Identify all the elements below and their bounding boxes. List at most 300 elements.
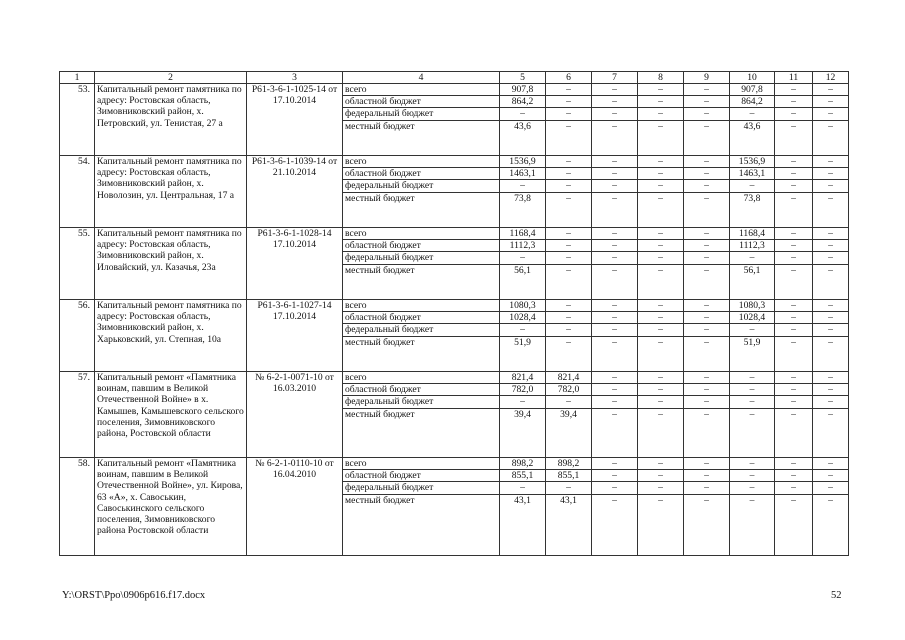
column-header: 3 (247, 72, 343, 84)
filler-cell (500, 420, 546, 458)
funding-source-cell: местный бюджет (343, 494, 500, 506)
value-cell: – (546, 120, 592, 132)
value-cell: – (638, 228, 684, 240)
value-cell: – (813, 96, 849, 108)
column-header: 11 (775, 72, 813, 84)
value-cell: 1028,4 (730, 312, 775, 324)
value-cell: – (684, 494, 730, 506)
value-cell: – (684, 120, 730, 132)
value-cell: 1168,4 (500, 228, 546, 240)
value-cell: 43,1 (546, 494, 592, 506)
value-cell: – (684, 264, 730, 276)
value-cell: – (638, 240, 684, 252)
value-cell: – (592, 384, 638, 396)
funding-source-cell: областной бюджет (343, 384, 500, 396)
value-cell: – (775, 96, 813, 108)
funding-source-cell: всего (343, 156, 500, 168)
value-cell: – (546, 108, 592, 120)
value-cell: 1168,4 (730, 228, 775, 240)
column-header: 1 (60, 72, 95, 84)
value-cell: 821,4 (546, 372, 592, 384)
funding-source-cell: областной бюджет (343, 168, 500, 180)
value-cell: – (775, 372, 813, 384)
value-cell: – (638, 84, 684, 96)
value-cell: – (592, 336, 638, 348)
value-cell: 39,4 (546, 408, 592, 420)
value-cell: 898,2 (500, 458, 546, 470)
filler-cell (813, 204, 849, 228)
column-header: 6 (546, 72, 592, 84)
filler-cell (592, 204, 638, 228)
filler-cell (500, 276, 546, 300)
value-cell: – (592, 312, 638, 324)
value-cell: – (730, 458, 775, 470)
filler-cell (500, 204, 546, 228)
value-cell: 864,2 (500, 96, 546, 108)
value-cell: – (684, 384, 730, 396)
value-cell: – (546, 252, 592, 264)
filler-cell (546, 348, 592, 372)
value-cell: 821,4 (500, 372, 546, 384)
funding-source-cell: всего (343, 84, 500, 96)
value-cell: 898,2 (546, 458, 592, 470)
filler-cell (638, 276, 684, 300)
filler-cell (546, 204, 592, 228)
filler-cell (592, 420, 638, 458)
value-cell: – (813, 458, 849, 470)
footer-file-path: Y:\ORST\Ppo\0906p616.f17.docx (62, 590, 206, 601)
value-cell: 864,2 (730, 96, 775, 108)
value-cell: – (592, 482, 638, 494)
filler-cell (592, 348, 638, 372)
value-cell: – (684, 168, 730, 180)
value-cell: – (813, 300, 849, 312)
value-cell: – (592, 324, 638, 336)
value-cell: – (592, 264, 638, 276)
value-cell: 782,0 (546, 384, 592, 396)
value-cell: – (638, 336, 684, 348)
filler-cell (500, 348, 546, 372)
document-ref-cell: № 6-2-1-0110-10 от 16.04.2010 (247, 458, 343, 556)
filler-cell (730, 506, 775, 556)
funding-source-cell: федеральный бюджет (343, 180, 500, 192)
value-cell: – (592, 408, 638, 420)
value-cell: – (813, 482, 849, 494)
filler-cell (546, 276, 592, 300)
value-cell: – (775, 324, 813, 336)
value-cell: – (500, 396, 546, 408)
value-cell: – (813, 396, 849, 408)
object-name-cell: Капитальный ремонт «Памятника воинам, павшим в Великой Отечественной Войне», ул. Кирова, 63 «А», х. Савоськин, Савоськинского сельского поселения, Зимовниковского района Ростовской области (95, 458, 247, 556)
value-cell: – (592, 156, 638, 168)
filler-cell (500, 506, 546, 556)
column-header: 12 (813, 72, 849, 84)
column-header: 8 (638, 72, 684, 84)
value-cell: – (684, 396, 730, 408)
value-cell: 43,1 (500, 494, 546, 506)
value-cell: – (775, 228, 813, 240)
value-cell: – (684, 192, 730, 204)
funding-source-cell: всего (343, 372, 500, 384)
value-cell: – (775, 252, 813, 264)
value-cell: – (684, 336, 730, 348)
value-cell: – (592, 192, 638, 204)
value-cell: 43,6 (500, 120, 546, 132)
row-number: 58. (60, 458, 95, 556)
value-cell: 56,1 (500, 264, 546, 276)
value-cell: 1536,9 (500, 156, 546, 168)
value-cell: – (813, 120, 849, 132)
value-cell: 1080,3 (500, 300, 546, 312)
value-cell: – (638, 482, 684, 494)
filler-cell (343, 132, 500, 156)
value-cell: 782,0 (500, 384, 546, 396)
value-cell: – (684, 240, 730, 252)
value-cell: – (638, 470, 684, 482)
value-cell: – (500, 252, 546, 264)
filler-cell (638, 204, 684, 228)
value-cell: – (730, 384, 775, 396)
value-cell: 1080,3 (730, 300, 775, 312)
value-cell: – (500, 482, 546, 494)
value-cell: – (546, 312, 592, 324)
value-cell: – (775, 336, 813, 348)
value-cell: 56,1 (730, 264, 775, 276)
table-row (60, 300, 849, 312)
value-cell: – (638, 120, 684, 132)
value-cell: – (592, 84, 638, 96)
value-cell: – (546, 180, 592, 192)
value-cell: – (730, 252, 775, 264)
funding-source-cell: областной бюджет (343, 470, 500, 482)
value-cell: – (638, 156, 684, 168)
filler-cell (592, 506, 638, 556)
filler-cell (684, 348, 730, 372)
value-cell: – (638, 458, 684, 470)
filler-cell (343, 506, 500, 556)
funding-source-cell: областной бюджет (343, 312, 500, 324)
filler-cell (813, 420, 849, 458)
filler-cell (343, 204, 500, 228)
funding-source-cell: федеральный бюджет (343, 108, 500, 120)
value-cell: – (592, 458, 638, 470)
value-cell: – (813, 312, 849, 324)
document-ref-cell: Р61-3-6-1-1039-14 от 21.10.2014 (247, 156, 343, 228)
value-cell: – (775, 482, 813, 494)
value-cell: – (813, 252, 849, 264)
value-cell: – (500, 108, 546, 120)
table-row (60, 156, 849, 168)
filler-cell (500, 132, 546, 156)
column-header: 4 (343, 72, 500, 84)
filler-cell (546, 506, 592, 556)
value-cell: – (638, 408, 684, 420)
value-cell: 43,6 (730, 120, 775, 132)
value-cell: – (813, 372, 849, 384)
value-cell: – (775, 180, 813, 192)
value-cell: – (730, 470, 775, 482)
value-cell: – (592, 108, 638, 120)
document-ref-cell: Р61-3-6-1-1027-14 17.10.2014 (247, 300, 343, 372)
table-row (60, 372, 849, 384)
value-cell: – (730, 372, 775, 384)
funding-source-cell: местный бюджет (343, 264, 500, 276)
value-cell: 51,9 (500, 336, 546, 348)
filler-cell (343, 276, 500, 300)
value-cell: 855,1 (546, 470, 592, 482)
value-cell: – (638, 396, 684, 408)
funding-source-cell: местный бюджет (343, 120, 500, 132)
object-name-cell: Капитальный ремонт памятника по адресу: Ростовская область, Зимовниковский район, х. Иловайский, ул. Казачья, 23а (95, 228, 247, 300)
value-cell: – (813, 324, 849, 336)
value-cell: – (813, 192, 849, 204)
row-number: 55. (60, 228, 95, 300)
value-cell: 73,8 (730, 192, 775, 204)
value-cell: – (775, 192, 813, 204)
value-cell: – (638, 324, 684, 336)
value-cell: – (813, 264, 849, 276)
value-cell: – (775, 458, 813, 470)
funding-source-cell: всего (343, 228, 500, 240)
value-cell: 73,8 (500, 192, 546, 204)
value-cell: – (813, 240, 849, 252)
row-number: 53. (60, 84, 95, 156)
value-cell: – (638, 384, 684, 396)
value-cell: – (775, 312, 813, 324)
table-row (60, 458, 849, 470)
value-cell: – (546, 240, 592, 252)
filler-cell (638, 420, 684, 458)
filler-cell (638, 506, 684, 556)
filler-cell (730, 204, 775, 228)
value-cell: – (684, 300, 730, 312)
filler-cell (684, 276, 730, 300)
value-cell: – (813, 384, 849, 396)
value-cell: – (813, 228, 849, 240)
value-cell: – (813, 408, 849, 420)
value-cell: – (730, 108, 775, 120)
value-cell: – (730, 408, 775, 420)
filler-cell (592, 132, 638, 156)
object-name-cell: Капитальный ремонт «Памятника воинам, павшим в Великой Отечественной Войне» в х. Камышев, Камышевского сельского поселения, Зимовниковского района, Ростовской области (95, 372, 247, 458)
value-cell: – (775, 120, 813, 132)
funding-source-cell: местный бюджет (343, 408, 500, 420)
value-cell: – (638, 312, 684, 324)
value-cell: – (813, 84, 849, 96)
filler-cell (730, 420, 775, 458)
value-cell: – (684, 312, 730, 324)
filler-cell (775, 204, 813, 228)
funding-source-cell: областной бюджет (343, 240, 500, 252)
value-cell: 1536,9 (730, 156, 775, 168)
value-cell: – (546, 264, 592, 276)
filler-cell (684, 132, 730, 156)
value-cell: – (546, 192, 592, 204)
document-ref-cell: № 6-2-1-0071-10 от 16.03.2010 (247, 372, 343, 458)
filler-cell (684, 204, 730, 228)
value-cell: – (500, 324, 546, 336)
column-header: 5 (500, 72, 546, 84)
value-cell: – (684, 372, 730, 384)
value-cell: – (775, 494, 813, 506)
value-cell: – (684, 96, 730, 108)
value-cell: – (500, 180, 546, 192)
filler-cell (638, 348, 684, 372)
column-header: 10 (730, 72, 775, 84)
object-name-cell: Капитальный ремонт памятника по адресу: Ростовская область, Зимовниковский район, х. Петровский, ул. Тенистая, 27 а (95, 84, 247, 156)
value-cell: – (775, 240, 813, 252)
value-cell: – (730, 396, 775, 408)
value-cell: – (813, 180, 849, 192)
filler-cell (592, 276, 638, 300)
filler-cell (813, 276, 849, 300)
value-cell: – (592, 168, 638, 180)
value-cell: – (638, 108, 684, 120)
value-cell: – (730, 482, 775, 494)
value-cell: – (684, 324, 730, 336)
value-cell: – (546, 156, 592, 168)
filler-cell (813, 348, 849, 372)
value-cell: – (684, 252, 730, 264)
filler-cell (775, 506, 813, 556)
value-cell: – (813, 494, 849, 506)
funding-source-cell: федеральный бюджет (343, 482, 500, 494)
value-cell: – (638, 494, 684, 506)
value-cell: – (775, 470, 813, 482)
value-cell: – (592, 252, 638, 264)
funding-source-cell: областной бюджет (343, 96, 500, 108)
value-cell: – (775, 264, 813, 276)
value-cell: – (546, 300, 592, 312)
value-cell: – (592, 470, 638, 482)
value-cell: – (592, 372, 638, 384)
filler-cell (343, 420, 500, 458)
value-cell: 907,8 (730, 84, 775, 96)
funding-source-cell: местный бюджет (343, 192, 500, 204)
value-cell: – (684, 458, 730, 470)
value-cell: – (638, 96, 684, 108)
value-cell: – (775, 396, 813, 408)
value-cell: – (684, 482, 730, 494)
row-number: 56. (60, 300, 95, 372)
value-cell: – (775, 84, 813, 96)
value-cell: – (592, 240, 638, 252)
filler-cell (343, 348, 500, 372)
document-ref-cell: Р61-3-6-1-1028-14 17.10.2014 (247, 228, 343, 300)
value-cell: 1028,4 (500, 312, 546, 324)
value-cell: – (684, 408, 730, 420)
value-cell: – (813, 156, 849, 168)
funding-source-cell: местный бюджет (343, 336, 500, 348)
column-header: 7 (592, 72, 638, 84)
budget-table (59, 71, 849, 556)
value-cell: – (730, 494, 775, 506)
column-header: 9 (684, 72, 730, 84)
value-cell: – (546, 336, 592, 348)
value-cell: – (775, 168, 813, 180)
value-cell: – (546, 324, 592, 336)
funding-source-cell: всего (343, 458, 500, 470)
value-cell: 1463,1 (500, 168, 546, 180)
filler-cell (546, 132, 592, 156)
value-cell: 1112,3 (730, 240, 775, 252)
value-cell: – (592, 180, 638, 192)
value-cell: – (592, 494, 638, 506)
filler-cell (775, 132, 813, 156)
value-cell: 51,9 (730, 336, 775, 348)
value-cell: – (684, 180, 730, 192)
value-cell: – (546, 396, 592, 408)
value-cell: 855,1 (500, 470, 546, 482)
funding-source-cell: федеральный бюджет (343, 396, 500, 408)
value-cell: – (775, 384, 813, 396)
value-cell: – (546, 84, 592, 96)
value-cell: – (813, 108, 849, 120)
value-cell: – (775, 408, 813, 420)
filler-cell (730, 348, 775, 372)
document-ref-cell: Р61-3-6-1-1025-14 от 17.10.2014 (247, 84, 343, 156)
filler-cell (684, 506, 730, 556)
value-cell: – (592, 96, 638, 108)
filler-cell (546, 420, 592, 458)
value-cell: – (638, 372, 684, 384)
value-cell: – (684, 228, 730, 240)
value-cell: – (592, 300, 638, 312)
footer-page-number: 52 (831, 590, 842, 601)
value-cell: – (638, 180, 684, 192)
filler-cell (684, 420, 730, 458)
value-cell: – (546, 96, 592, 108)
value-cell: – (813, 470, 849, 482)
value-cell: – (638, 168, 684, 180)
filler-cell (638, 132, 684, 156)
value-cell: – (775, 300, 813, 312)
funding-source-cell: федеральный бюджет (343, 324, 500, 336)
funding-source-cell: всего (343, 300, 500, 312)
value-cell: – (813, 336, 849, 348)
value-cell: – (546, 228, 592, 240)
row-number: 54. (60, 156, 95, 228)
filler-cell (775, 276, 813, 300)
filler-cell (730, 132, 775, 156)
value-cell: – (638, 192, 684, 204)
value-cell: 1112,3 (500, 240, 546, 252)
filler-cell (730, 276, 775, 300)
value-cell: – (592, 228, 638, 240)
value-cell: – (730, 180, 775, 192)
value-cell: – (775, 108, 813, 120)
value-cell: – (638, 264, 684, 276)
filler-cell (813, 506, 849, 556)
value-cell: – (592, 120, 638, 132)
value-cell: – (730, 324, 775, 336)
value-cell: – (592, 396, 638, 408)
column-header: 2 (95, 72, 247, 84)
value-cell: 39,4 (500, 408, 546, 420)
value-cell: 907,8 (500, 84, 546, 96)
value-cell: – (546, 482, 592, 494)
filler-cell (775, 348, 813, 372)
object-name-cell: Капитальный ремонт памятника по адресу: Ростовская область, Зимовниковский район, х. Харьковский, ул. Степная, 10а (95, 300, 247, 372)
value-cell: – (684, 84, 730, 96)
value-cell: – (684, 156, 730, 168)
value-cell: – (638, 252, 684, 264)
funding-source-cell: федеральный бюджет (343, 252, 500, 264)
value-cell: – (813, 168, 849, 180)
table-row (60, 84, 849, 96)
value-cell: – (684, 108, 730, 120)
value-cell: – (638, 300, 684, 312)
